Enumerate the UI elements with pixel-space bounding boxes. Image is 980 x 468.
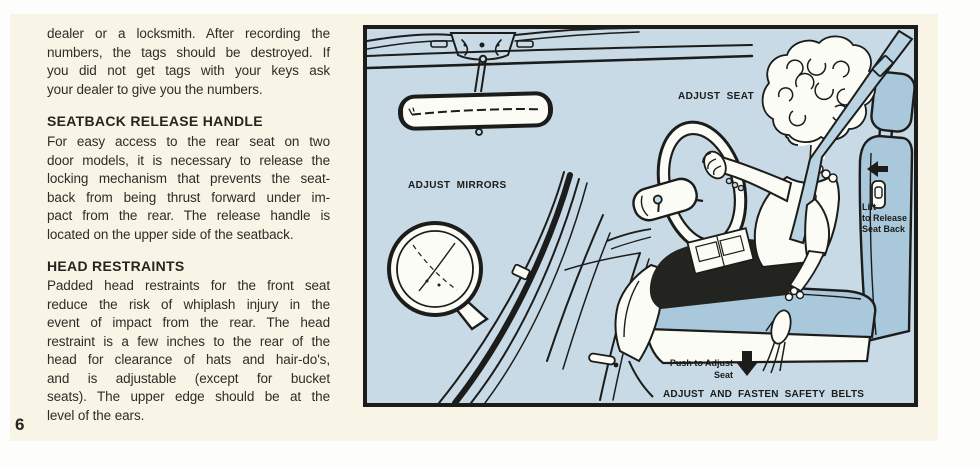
driver-illustration	[367, 29, 914, 403]
label-lift-line1: Lift	[862, 202, 876, 212]
text-line: level of the ears.	[47, 407, 145, 423]
seatback-release-paragraph	[47, 133, 330, 244]
text-line: Padded head restraints for the front seat	[47, 278, 330, 293]
text-line: head for clearance of hats and hair-do's,	[47, 352, 330, 367]
section-heading-head-restraints: HEAD RESTRAINTS	[47, 258, 185, 274]
label-adjust-seat: ADJUST SEAT	[678, 91, 755, 102]
text-line: pact from the rear. The release handle is	[47, 208, 330, 223]
page-number: 6	[15, 415, 25, 434]
text-line: door models, it is necessary to release the	[47, 152, 330, 168]
illustration-frame	[363, 25, 918, 407]
text-line: located on the upper side of the seatback.	[47, 226, 294, 242]
text-line: restraint is a few inches to the rear of the	[47, 333, 330, 349]
text-line: event of impact from the rear. The head	[47, 315, 330, 330]
text-line: reduce the risk of whiplash injury in the	[47, 296, 330, 312]
text-line: back from being thrust forward under im-	[47, 189, 330, 205]
text-line: dealer or a locksmith. After recording the	[47, 26, 330, 41]
label-caption: ADJUST AND FASTEN SAFETY BELTS	[663, 389, 865, 400]
label-push-line2: Seat	[713, 370, 733, 380]
label-lift-line3: Seat Back	[862, 224, 906, 234]
text-line: numbers, the tags should be destroyed. If	[47, 44, 330, 60]
text-line: seats). The upper edge should be at the	[47, 389, 330, 404]
label-lift-line2: to Release	[862, 213, 908, 223]
head-restraints-paragraph	[47, 277, 330, 425]
label-push-line1: Push to Adjust	[669, 358, 733, 368]
text-line: you did not get tags with your keys ask	[47, 63, 330, 78]
text-line: locking mechanism that prevents the seat-	[47, 171, 330, 186]
intro-paragraph	[47, 25, 330, 99]
text-line: your dealer to give you the numbers.	[47, 81, 263, 97]
text-line: For easy access to the rear seat on two	[47, 134, 330, 149]
manual-page	[10, 14, 938, 441]
label-adjust-mirrors: ADJUST MIRRORS	[408, 180, 507, 191]
section-heading-seatback-release-handle: SEATBACK RELEASE HANDLE	[47, 113, 263, 129]
text-line: and is adjustable (except for bucket	[47, 370, 330, 386]
